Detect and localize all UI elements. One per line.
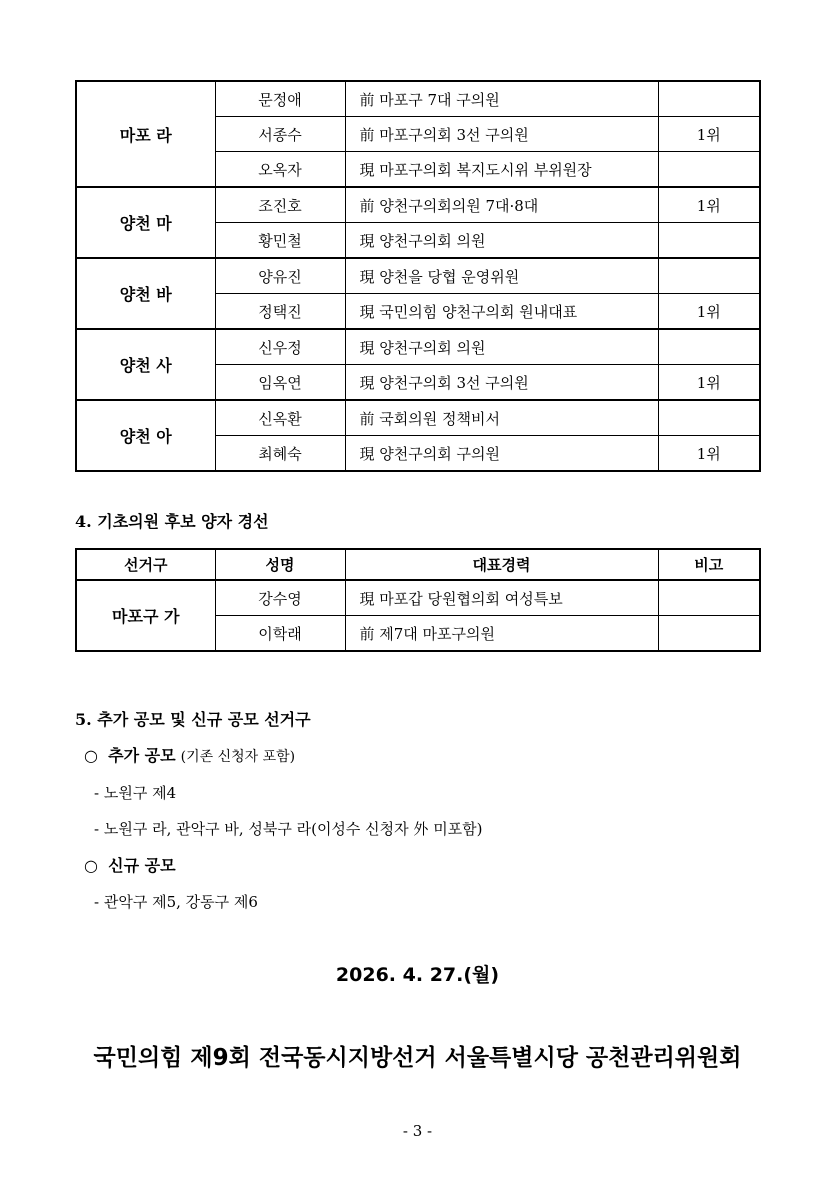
name-cell: 황민철 [215, 223, 345, 259]
name-cell: 조진호 [215, 187, 345, 223]
header-name: 성명 [215, 549, 345, 580]
name-cell: 양유진 [215, 258, 345, 294]
header-district: 선거구 [76, 549, 215, 580]
candidates-table-continued [75, 80, 761, 472]
district-cell: 양천 아 [76, 400, 215, 471]
section-4-title: 4. 기초의원 후보 양자 경선 [75, 512, 269, 531]
career-cell: 現 마포구의회 복지도시위 부위원장 [345, 152, 658, 188]
add-recruit-label: 추가 공모 [108, 746, 176, 765]
note-cell: 1위 [658, 294, 760, 330]
career-cell: 現 양천구의회 의원 [345, 223, 658, 259]
note-cell: 1위 [658, 187, 760, 223]
note-cell [658, 223, 760, 259]
bullet-circle: ○ [84, 746, 98, 765]
note-cell: 1위 [658, 436, 760, 472]
career-cell: 現 양천구의회 3선 구의원 [345, 365, 658, 401]
name-cell: 오옥자 [215, 152, 345, 188]
table-row [76, 580, 760, 616]
district-cell: 양천 바 [76, 258, 215, 329]
note-cell [658, 580, 760, 616]
note-cell [658, 152, 760, 188]
table-row [76, 81, 760, 117]
note-cell: 1위 [658, 117, 760, 152]
name-cell: 신우정 [215, 329, 345, 365]
note-cell [658, 329, 760, 365]
list-item: - 노원구 라, 관악구 바, 성북구 라(이성수 신청자 外 미포함) [94, 820, 483, 838]
career-cell: 前 마포구 7대 구의원 [345, 81, 658, 117]
career-cell: 前 마포구의회 3선 구의원 [345, 117, 658, 152]
header-career: 대표경력 [345, 549, 658, 580]
note-cell [658, 81, 760, 117]
header-note: 비고 [658, 549, 760, 580]
career-cell: 現 양천을 당협 운영위원 [345, 258, 658, 294]
career-cell: 現 국민의힘 양천구의회 원내대표 [345, 294, 658, 330]
district-cell: 마포구 가 [76, 580, 215, 651]
district-cell: 양천 사 [76, 329, 215, 400]
table-row [76, 329, 760, 365]
note-cell [658, 258, 760, 294]
new-recruit-heading [84, 853, 176, 876]
name-cell: 신옥환 [215, 400, 345, 436]
note-cell [658, 400, 760, 436]
section-5-title: 5. 추가 공모 및 신규 공모 선거구 [75, 710, 311, 729]
name-cell: 강수영 [215, 580, 345, 616]
name-cell: 최혜숙 [215, 436, 345, 472]
name-cell: 정택진 [215, 294, 345, 330]
bullet-circle: ○ [84, 856, 98, 875]
table-row [76, 187, 760, 223]
new-recruit-label: 신규 공모 [108, 856, 176, 875]
document-date: 2026. 4. 27.(월) [335, 964, 500, 986]
name-cell: 문정애 [215, 81, 345, 117]
note-cell [658, 616, 760, 652]
career-cell: 前 국회의원 정책비서 [345, 400, 658, 436]
district-cell: 양천 마 [76, 187, 215, 258]
table-header-row [76, 549, 760, 580]
career-cell: 現 양천구의회 구의원 [345, 436, 658, 472]
list-item: - 노원구 제4 [94, 784, 177, 802]
table-row [76, 400, 760, 436]
table-row [76, 258, 760, 294]
page-number: - 3 - [402, 1122, 433, 1140]
district-cell: 마포 라 [76, 81, 215, 187]
name-cell: 서종수 [215, 117, 345, 152]
runoff-table [75, 548, 761, 652]
career-cell: 現 마포갑 당원협의회 여성특보 [345, 580, 658, 616]
add-recruit-subnote: (기존 신청자 포함) [180, 749, 296, 765]
name-cell: 임옥연 [215, 365, 345, 401]
note-cell: 1위 [658, 365, 760, 401]
career-cell: 現 양천구의회 의원 [345, 329, 658, 365]
career-cell: 前 양천구의회의원 7대·8대 [345, 187, 658, 223]
add-recruit-heading [84, 743, 295, 766]
name-cell: 이학래 [215, 616, 345, 652]
list-item: - 관악구 제5, 강동구 제6 [94, 893, 258, 911]
issuing-organization: 국민의힘 제9회 전국동시지방선거 서울특별시당 공천관리위원회 [93, 1045, 742, 1071]
career-cell: 前 제7대 마포구의원 [345, 616, 658, 652]
